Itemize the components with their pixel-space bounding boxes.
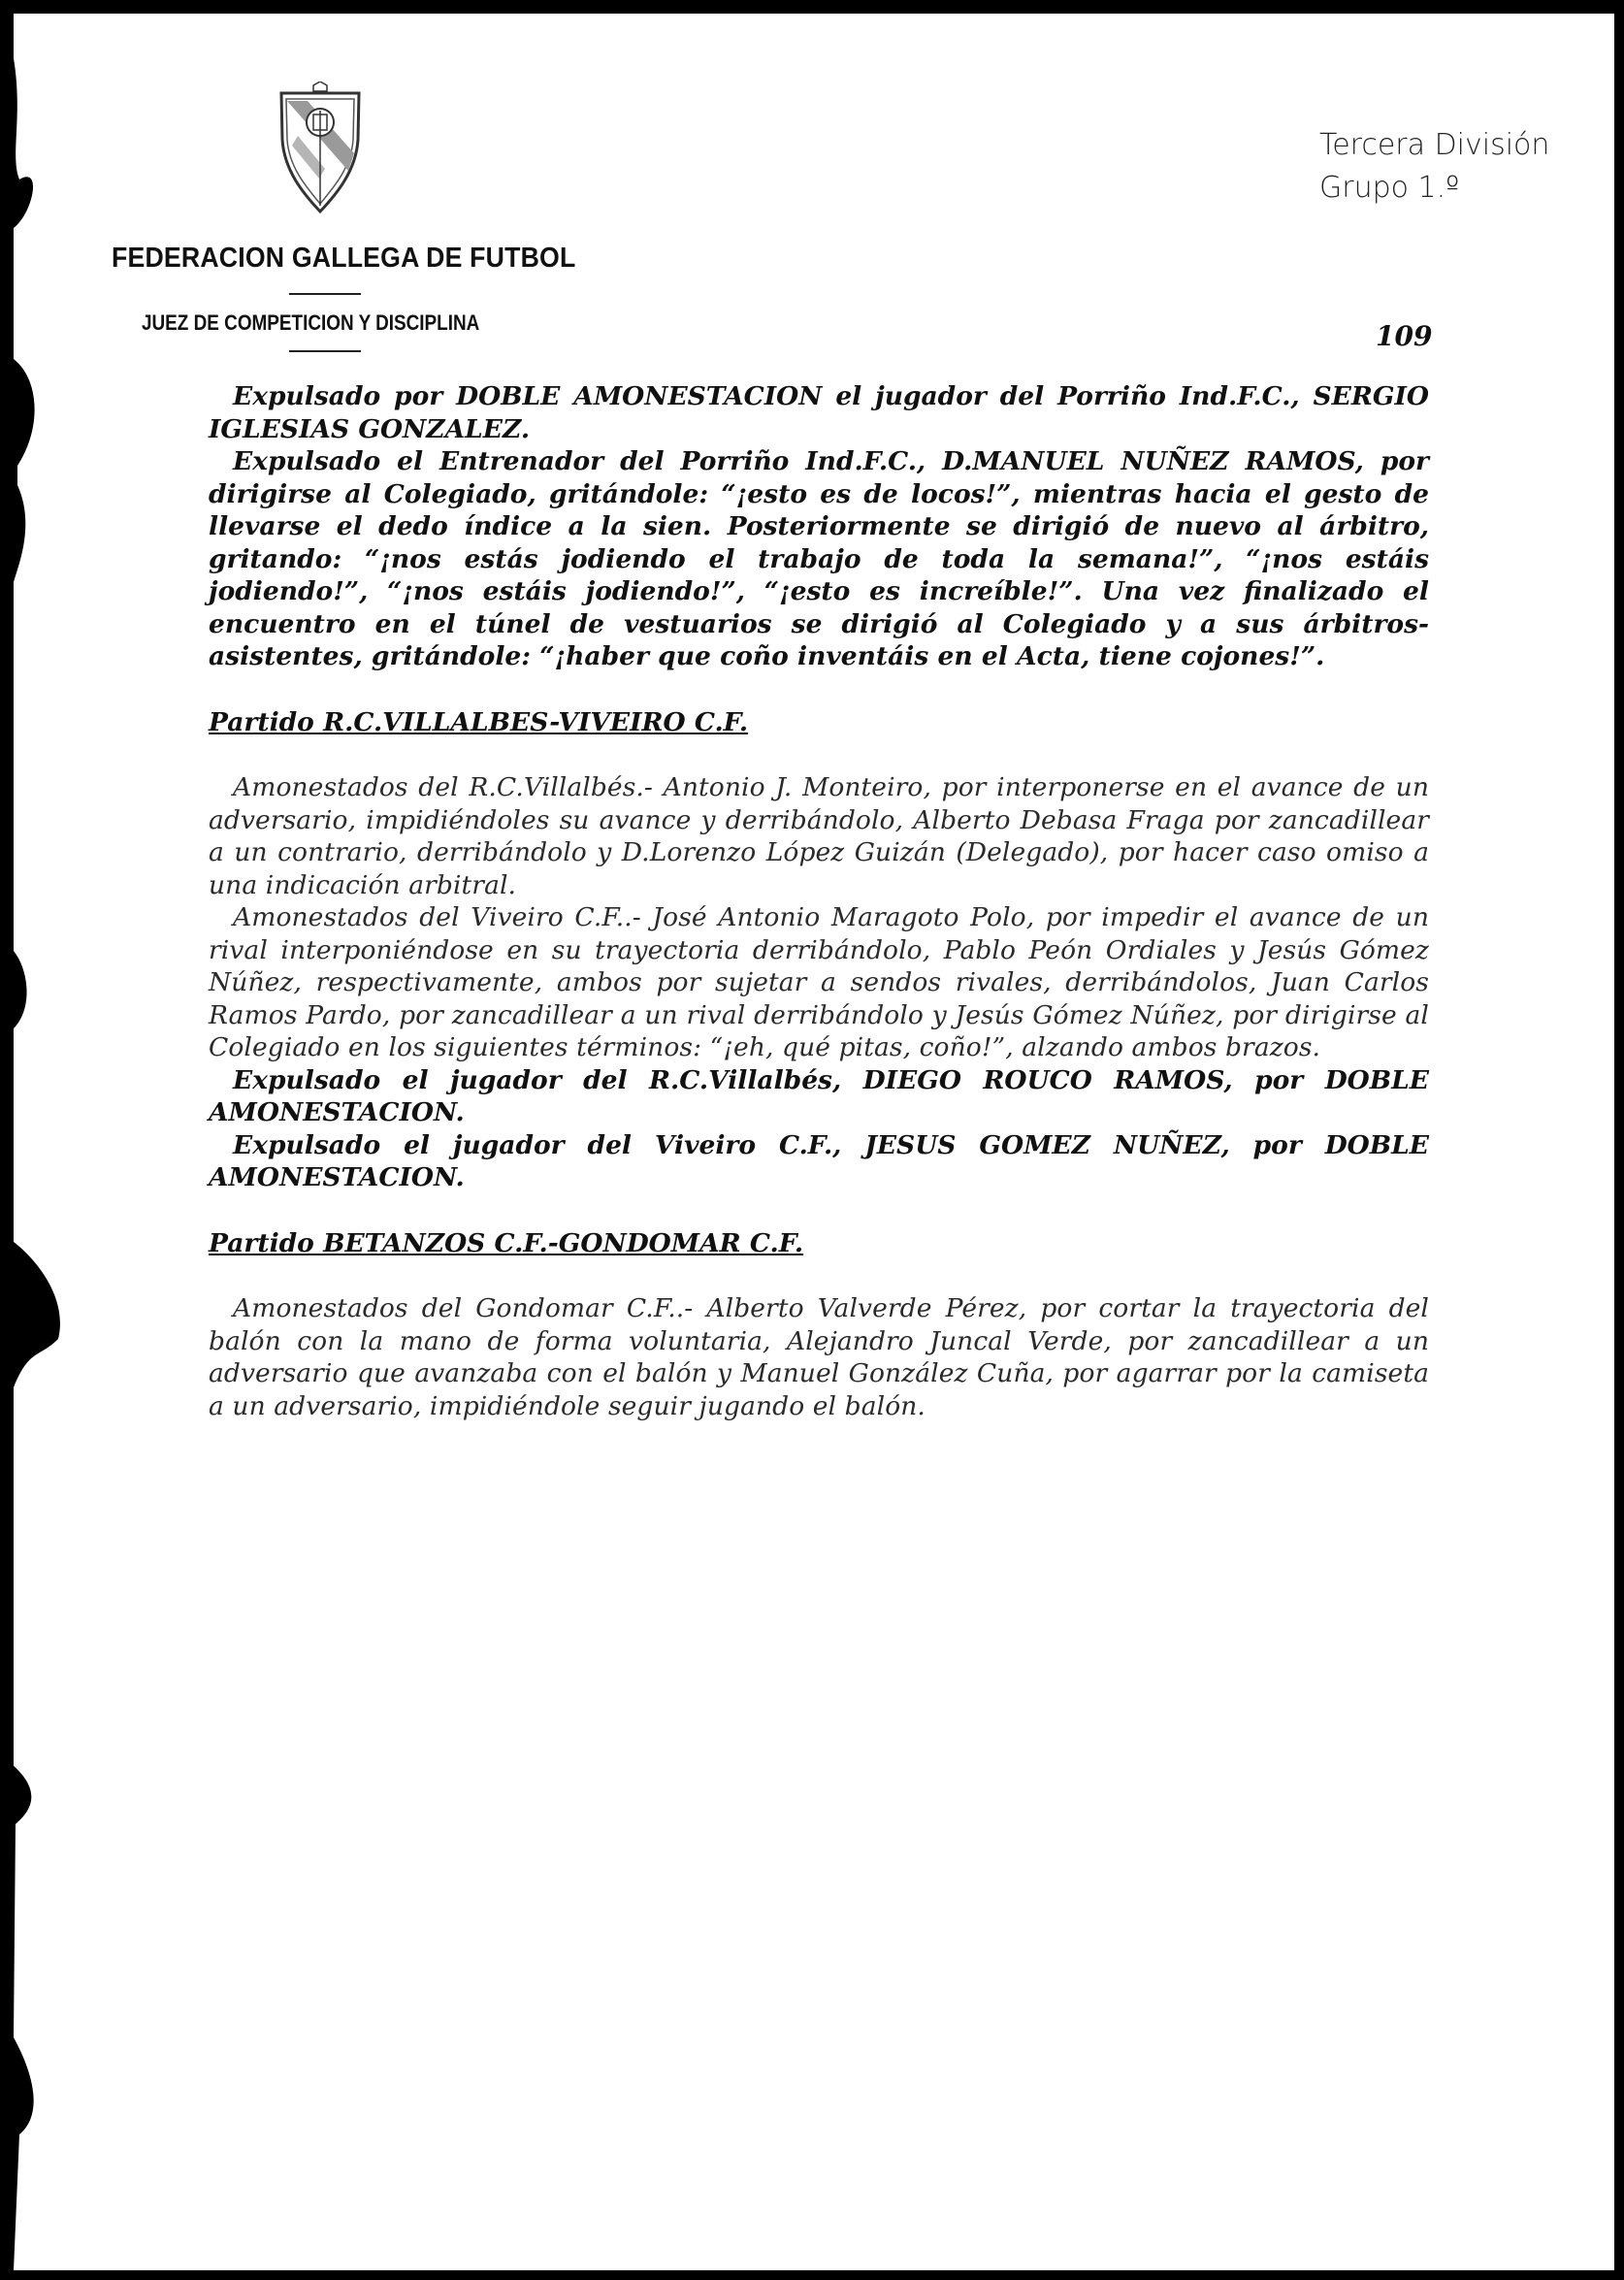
federation-crest-logo (278, 81, 362, 215)
committee-name: JUEZ DE COMPETICION Y DISCIPLINA (142, 310, 480, 335)
divider (289, 350, 361, 352)
paragraph: Expulsado el jugador del R.C.Villalbés, DIEGO ROUCO RAMOS, por DOBLE AMONESTACION. (209, 1064, 1429, 1127)
paragraph: Expulsado el jugador del Viveiro C.F., JESUS GOMEZ NUÑEZ, por DOBLE AMONESTACION. (209, 1129, 1429, 1192)
torn-edge (0, 0, 78, 2280)
paragraph: Expulsado el Entrenador del Porriño Ind.F.C., D.MANUEL NUÑEZ RAMOS, por dirigirse al Colegiado, gritándole: “¡esto es de locos!”, mientras hacia el gesto de llevarse el dedo índice a la sien. Posteriormente se dirigió de nuevo al árbitro, gritando: “¡nos estás jodiendo el trabajo de toda la semana!”, “¡nos estáis jodiendo!”, “¡nos estáis jodiendo!”, “¡esto es increíble!”. Una vez finalizado el encuentro en el túnel de vestuarios se dirigió al Colegiado y a sus árbitros-asistentes, gritándole: “¡haber que coño inventáis en el Acta, tiene cojones!”. (209, 446, 1429, 671)
paragraph: Expulsado por DOBLE AMONESTACION el jugador del Porriño Ind.F.C., SERGIO IGLESIAS GONZALEZ. (209, 381, 1429, 444)
division-name: Tercera División (1319, 128, 1550, 162)
paragraph: Amonestados del R.C.Villalbés.- Antonio J. Monteiro, por interponerse en el avance de un adversario, impidiéndoles su avance y derribándolo, Alberto Debasa Fraga por zancadillear a un contrario, derribándolo y D.Lorenzo López Guizán (Delegado), por hacer caso omiso a una indicación arbitral. (209, 772, 1429, 900)
group-name: Grupo 1.º (1319, 171, 1460, 205)
federation-name: FEDERACION GALLEGA DE FUTBOL (112, 243, 576, 274)
section-title: Partido R.C.VILLALBES-VIVEIRO C.F. (209, 706, 749, 737)
section-title: Partido BETANZOS C.F.-GONDOMAR C.F. (209, 1227, 804, 1258)
paragraph: Amonestados del Viveiro C.F..- José Antonio Maragoto Polo, por impedir el avance de un rival interponiéndose en su trayectoria derribándolo, Pablo Peón Ordiales y Jesús Gómez Núñez, respectivamente, ambos por sujetar a sendos rivales, derribándolos, Juan Carlos Ramos Pardo, por zancadillear a un rival derribándolo y Jesús Gómez Núñez, por dirigirse al Colegiado en los siguientes términos: “¡eh, qué pitas, coño!”, alzando ambos brazos. (209, 902, 1429, 1062)
document-body (209, 380, 1429, 1422)
paragraph: Amonestados del Gondomar C.F..- Alberto Valverde Pérez, por cortar la trayectoria del balón con la mano de forma voluntaria, Alejandro Juncal Verde, por zancadillear a un adversario que avanzaba con el balón y Manuel González Cuña, por agarrar por la camiseta a un adversario, impidiéndole seguir jugando el balón. (209, 1293, 1429, 1421)
page-number: 109 (1376, 320, 1433, 352)
division-label (1319, 124, 1549, 210)
divider (289, 293, 361, 295)
